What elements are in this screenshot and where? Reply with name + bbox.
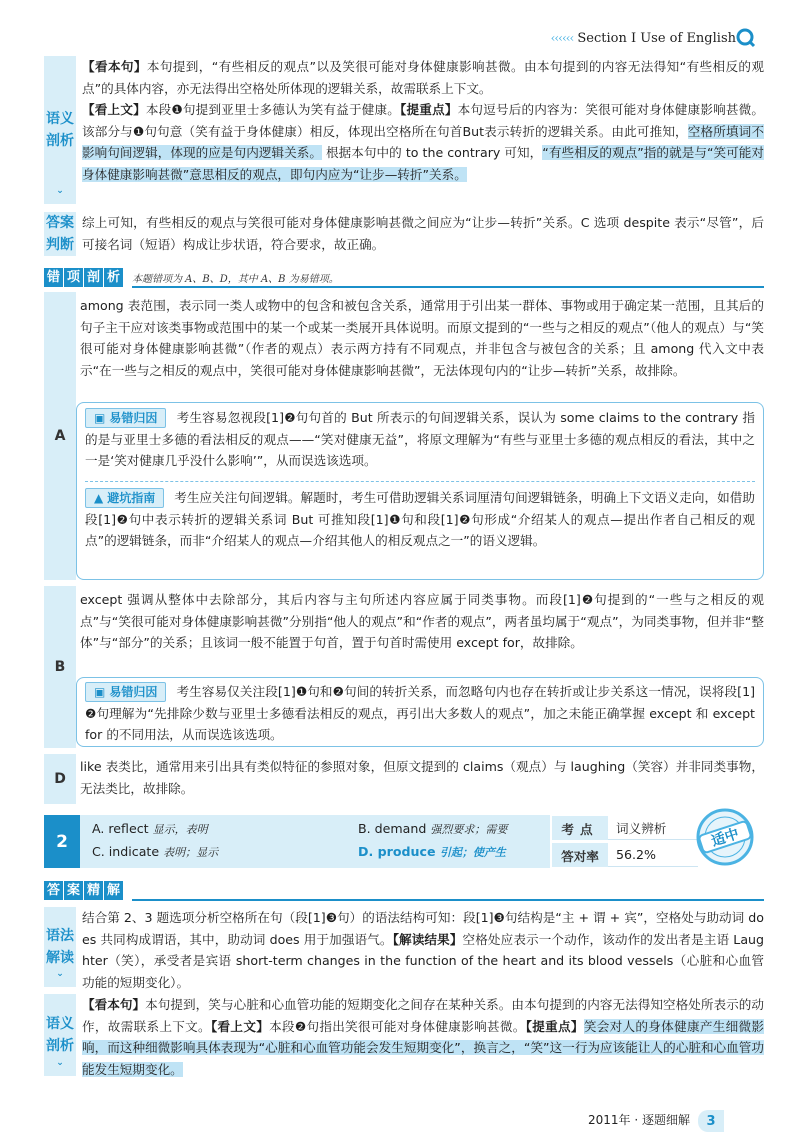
paragraph: 结合第 2、3 题选项分析空格所在句（段[1]❸句）的语法结构可知：段[1]❸句结构是“主 + 谓 + 宾”，空格处与助动词 does 共同构成谓语，其中，助动词 does 用于加强语气。 xyxy=(82,910,764,947)
stat-key: 答对率 xyxy=(552,843,608,867)
paragraph: 空格处应表示一个动作，该动作的发出者是主语 Laughter（笑），承受者是宾语 short-term changes in the function of the heart and its blood vessels（心脏和心血管功能的短期变化）。 xyxy=(82,931,765,990)
option-b xyxy=(358,821,507,837)
question-number-text: 2 xyxy=(56,831,68,852)
page-number xyxy=(698,1110,724,1132)
tip-text: 考生容易忽视段[1]❷句句首的 But 所表示的句间逻辑关系，误认为 some claims to the contrary 指的是与亚里士多德的看法相反的观点——“笑对健康无益”，将原文理解为“有些与亚里士多德的观点相反的看法，其中之一是‘笑对健康几乎没什么影响’”，从而误选该选项。 xyxy=(85,410,755,469)
option-letter: D xyxy=(54,771,66,787)
highlight: 笑会对人的身体健康产生细微影响，而这种细微影响具体表现为“心脏和心血管功能会发生短期变化”，换言之，“笑”这一行为应该能让人的心脏和心血管功能发生短期变化。 xyxy=(82,1018,765,1077)
option-a-label xyxy=(44,292,76,580)
card-icon: ▣ xyxy=(94,685,106,699)
tag-result: 【解读结果】 xyxy=(392,931,463,947)
tag-look-sentence: 【看本句】 xyxy=(82,997,146,1012)
title-char: 项 xyxy=(64,268,83,287)
question-number xyxy=(44,815,80,868)
option-a xyxy=(92,821,208,837)
option-en: C. indicate xyxy=(92,844,160,859)
section-label xyxy=(44,212,76,256)
question-options-panel xyxy=(80,815,550,868)
stat-kaodian xyxy=(552,816,698,840)
option-d-correct xyxy=(358,844,506,860)
difficulty-stamp xyxy=(694,806,756,868)
section-label xyxy=(44,994,76,1076)
title-char: 答 xyxy=(44,881,63,900)
option-cn: 引起；使产生 xyxy=(439,846,506,859)
option-c xyxy=(92,844,218,860)
tag-look-sentence: 【看本句】 xyxy=(82,59,147,74)
option-b-label xyxy=(44,586,76,748)
stat-key: 考点 xyxy=(552,816,608,840)
option-a-text: among 表范围，表示同一类人或物中的包含和被包含关系，通常用于引出某一群体、事物或用于确定某一范围，且其后的句子主干应对该类事物或范围中的某一个或某一类展开具体说明。而原文提到的“一些与之相反的观点”（他人的观点）与“笑很可能对身体健康影响甚微”（作者的观点）表示两方持有不同观点，并非包含与被包含的关系；且 among 代入文中表示“在一些与之相反的观点中，笑很可能对身体健康影响甚微”，无法体现句内的“让步—转折”关系，故排除。 xyxy=(80,298,764,378)
footer-text: 2011年 · 逐题细解 xyxy=(588,1113,690,1127)
semantic-analysis-section-1 xyxy=(44,56,764,204)
tag-error-cause xyxy=(85,682,166,702)
page-number-text: 3 xyxy=(706,1113,716,1129)
option-d-label xyxy=(44,754,76,804)
option-cn: 表明；显示 xyxy=(163,846,219,859)
arrows-decoration: ‹‹‹‹‹‹ xyxy=(550,31,574,45)
section-body xyxy=(82,56,764,186)
paragraph: 本句提到，“有些相反的观点”以及笑很可能对身体健康影响甚微。由本句提到的内容无法得知“有些相反的观点”的具体内容，亦无法得出空格处所体现的逻辑关系，故需联系上下文。 xyxy=(82,59,765,96)
label-line2: 解读 xyxy=(46,950,74,966)
tip-text: 考生容易仅关注段[1]❶句和❷句间的转折关系，而忽略句内也存在转折或让步关系这一情况，误将段[1]❷句理解为“先排除少数与亚里士多德看法相反的观点，再引出大多数人的观点”，加之未能正确掌握 except 和 except for 的不同用法，从而误选该选项。 xyxy=(85,684,755,743)
tip-avoid-pitfall xyxy=(85,487,755,552)
section-body xyxy=(82,907,764,993)
tag-label: 易错归因 xyxy=(109,685,158,699)
tip-error-cause xyxy=(85,407,755,472)
tag-label: 避坑指南 xyxy=(107,491,156,505)
divider xyxy=(132,899,764,901)
title-char: 剖 xyxy=(84,268,103,287)
option-letter: B xyxy=(54,659,66,675)
title-char: 解 xyxy=(104,881,123,900)
bar-title xyxy=(44,268,124,287)
highlight: 空格所填词不影响句间逻辑，体现的应是句内逻辑关系。 xyxy=(82,123,765,161)
option-en: B. demand xyxy=(358,821,427,836)
stat-rate xyxy=(552,843,698,867)
chevron-down-icon: ⌄ xyxy=(56,186,64,196)
label-line2: 判断 xyxy=(46,237,74,253)
card-icon: ▣ xyxy=(94,411,106,425)
tag-error-cause xyxy=(85,408,166,428)
bar-note: 本题错项为 A、B、D，其中 A、B 为易错项。 xyxy=(132,273,339,285)
label-line1: 语义 xyxy=(46,111,74,127)
section-header xyxy=(551,31,736,46)
option-a-tips-box xyxy=(76,402,764,580)
chevron-down-icon: ⌄ xyxy=(56,969,64,979)
answer-judgment-section xyxy=(44,212,764,256)
tag-key-point: 【提重点】 xyxy=(400,102,458,118)
paragraph: 根据本句中的 to the contrary 可知， xyxy=(326,145,543,161)
stat-value: 56.2% xyxy=(608,843,698,867)
stat-value: 词义辨析 xyxy=(608,816,698,840)
paragraph: 本句提到，笑与心脏和心血管功能的短期变化之间存在某种关系。由本句提到的内容无法得知空格处所表示的动作，故需联系上下文。 xyxy=(82,997,765,1034)
section-label xyxy=(44,56,76,204)
section-body xyxy=(82,994,764,1080)
wrong-options-header xyxy=(44,267,764,287)
section-label xyxy=(44,907,76,987)
warning-icon: ▲ xyxy=(94,491,104,505)
tag-label: 易错归因 xyxy=(109,411,158,425)
paragraph: 本句逗号后的内容为：笑很可能对身体健康影响甚微。该部分与❶句句意（笑有益于身体健康）相反，体现出空格所在句首But表示转折的逻辑关系。由此可推知， xyxy=(82,102,765,139)
title-char: 错 xyxy=(44,268,63,287)
highlight: “有些相反的观点”指的就是与“笑可能对身体健康影响甚微”意思相反的观点，即句内应为“让步—转折”关系。 xyxy=(82,145,765,182)
section-title: Section I Use of English xyxy=(577,31,736,46)
tag-key-point: 【提重点】 xyxy=(525,1018,584,1034)
option-b-text: except 强调从整体中去除部分，其后内容与主句所述内容应属于同类事物。而段[1]❷句提到的“一些与之相反的观点”与“笑很可能对身体健康影响甚微”分别指“他人的观点”和“作者的观点”，两者虽均属于“观点”，为同类事物，但并非“整体”与“部分”的关系；且该词一般不能置于句首，置于句首时需使用 except for，故排除。 xyxy=(80,592,764,651)
option-en: A. reflect xyxy=(92,821,149,836)
tag-look-above: 【看上文】 xyxy=(210,1018,270,1034)
bar-title xyxy=(44,881,124,900)
title-char: 析 xyxy=(104,268,123,287)
title-char: 案 xyxy=(64,881,83,900)
answer-explanation-header xyxy=(44,880,764,900)
grammar-section xyxy=(44,907,765,990)
tag-avoid-pitfall xyxy=(85,488,164,508)
tip-error-cause xyxy=(85,681,755,746)
label-line1: 语义 xyxy=(46,1016,74,1032)
label-line2: 剖析 xyxy=(46,133,74,149)
tag-look-above: 【看上文】 xyxy=(82,102,146,118)
option-en: D. produce xyxy=(358,844,436,859)
label-line1: 语法 xyxy=(46,928,74,944)
label-line2: 剖析 xyxy=(46,1038,74,1054)
option-d-text: like 表类比，通常用来引出具有类似特征的参照对象，但原文提到的 claims（观点）与 laughing（笑容）并非同类事物，无法类比，故排除。 xyxy=(80,759,764,796)
paragraph: 本段❶句提到亚里士多德认为笑有益于健康。 xyxy=(145,102,401,118)
divider xyxy=(132,286,764,288)
option-b-tips-box xyxy=(76,677,764,747)
label-line1: 答案 xyxy=(46,215,74,231)
semantic-analysis-section-2 xyxy=(44,994,764,1076)
chevron-down-icon: ⌄ xyxy=(56,1058,64,1068)
difficulty-text: 适中 xyxy=(709,826,742,850)
option-cn: 显示，表明 xyxy=(152,823,208,836)
divider xyxy=(85,481,755,482)
option-letter: A xyxy=(54,428,66,444)
paragraph: 本段❷句指出笑很可能对身体健康影响甚微。 xyxy=(269,1018,526,1034)
option-cn: 强烈要求；需要 xyxy=(430,823,508,836)
section-body: 综上可知，有些相反的观点与笑很可能对身体健康影响甚微之间应为“让步—转折”关系。C 选项 despite 表示“尽管”，后可接名词（短语）构成让步状语，符合要求，故正确。 xyxy=(82,215,764,252)
title-char: 精 xyxy=(84,881,103,900)
search-q-icon xyxy=(736,28,756,48)
tip-text: 考生应关注句间逻辑。解题时，考生可借助逻辑关系词厘清句间逻辑链条，明确上下文语义走向，如借助段[1]❷句中表示转折的逻辑关系词 But 可推知段[1]❶句和段[1]❷句形成“介绍某人的观点—提出作者自己相反的观点”的逻辑链条，而非“介绍某人的观点—介绍其他人的相反观点之一”的语义逻辑。 xyxy=(85,490,755,549)
